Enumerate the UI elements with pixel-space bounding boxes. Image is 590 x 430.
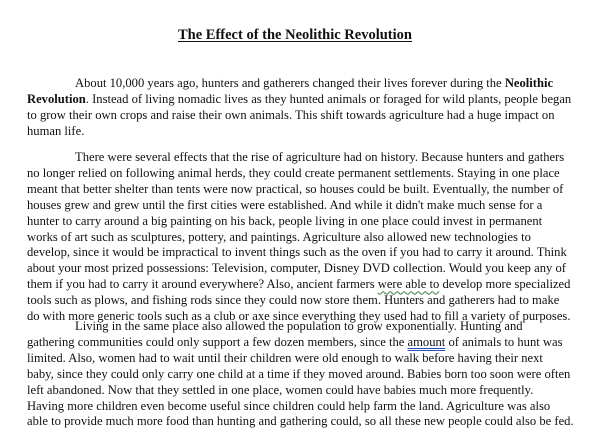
text-line: no longer relied on following animal herds, they could create permanent settlements. Staying in one place [27,165,560,180]
text-line: left abandoned. Now that they settled in one place, women could have babies much more frequently. [27,382,534,397]
text-line: There were several effects that the rise of agriculture had on history. Because hunters and gathers [75,150,565,164]
paragraph-3 [27,319,587,430]
text-line: houses grew and grew until the first cities were established. And while it didn't make much sense for a [27,197,543,212]
text-line: Having more children even become useful since children could help farm the land. Agriculture was also [27,398,551,413]
text-line: do with more generic tools such as a club or axe since everything they used had to fill a variety of purposes. [27,309,571,324]
text-line: tools such as plows, and fishing rods since they could now store them. Hunters and gatherers had to make [27,293,560,308]
text-line: about your most prized possessions: Television, computer, Disney DVD collection. Would you keep any of [27,261,566,276]
text-run: . Instead of living nomadic lives as they hunted animals or foraged for wild plants, people began [85,91,572,106]
text-line: limited. Also, women had to wait until their children were old enough to walk before having their next [27,350,543,365]
document-title: The Effect of the Neolithic Revolution [178,27,412,43]
text-line [27,335,587,351]
grammar-flag[interactable]: were able to [377,277,440,292]
text-line: works of art such as sculptures, pottery, and paintings. Agriculture also allowed new technologies to [27,229,531,244]
text-run: gathering communities could only support a few dozen members, since the [27,334,408,349]
text-line: hunter to carry around a big painting on his back, people living in one place could invest in permanent [27,213,543,228]
bold-term: Revolution [27,91,86,106]
text-line: Living in the same place also allowed the population to grow exponentially. Hunting and [75,319,523,333]
text-line [27,76,587,92]
text-run: of animals to hunt was [445,334,563,349]
paragraph-1 [27,76,587,140]
paragraph-2 [27,150,587,325]
text-run: them if you had to carry it around everywhere? Also, ancient farmers [27,277,378,292]
bold-term: Neolithic [504,76,554,90]
text-line: able to provide much more food than hunting and gathering could, so all these new people could also be fed. [27,414,574,429]
text-line [27,92,587,108]
text-line: develop, since it would be impractical to invent things such as the oven if you had to carry it around. Think [27,245,567,260]
text-line [27,277,587,293]
text-run: About 10,000 years ago, hunters and gatherers changed their lives forever during the [75,76,505,90]
word-choice-flag[interactable]: amount [407,334,446,349]
text-line: human life. [27,123,85,138]
text-run: develop more specialized [439,277,571,292]
text-line: baby, since they could only carry one child at a time if they moved around. Babies born too soon were often [27,366,571,381]
text-line: meant that better shelter than tents were now practical, so houses could be built. Eventually, the number of [27,181,564,196]
text-line: to grow their own crops and raise their own animals. This shift towards agriculture had a huge impact on [27,107,555,122]
